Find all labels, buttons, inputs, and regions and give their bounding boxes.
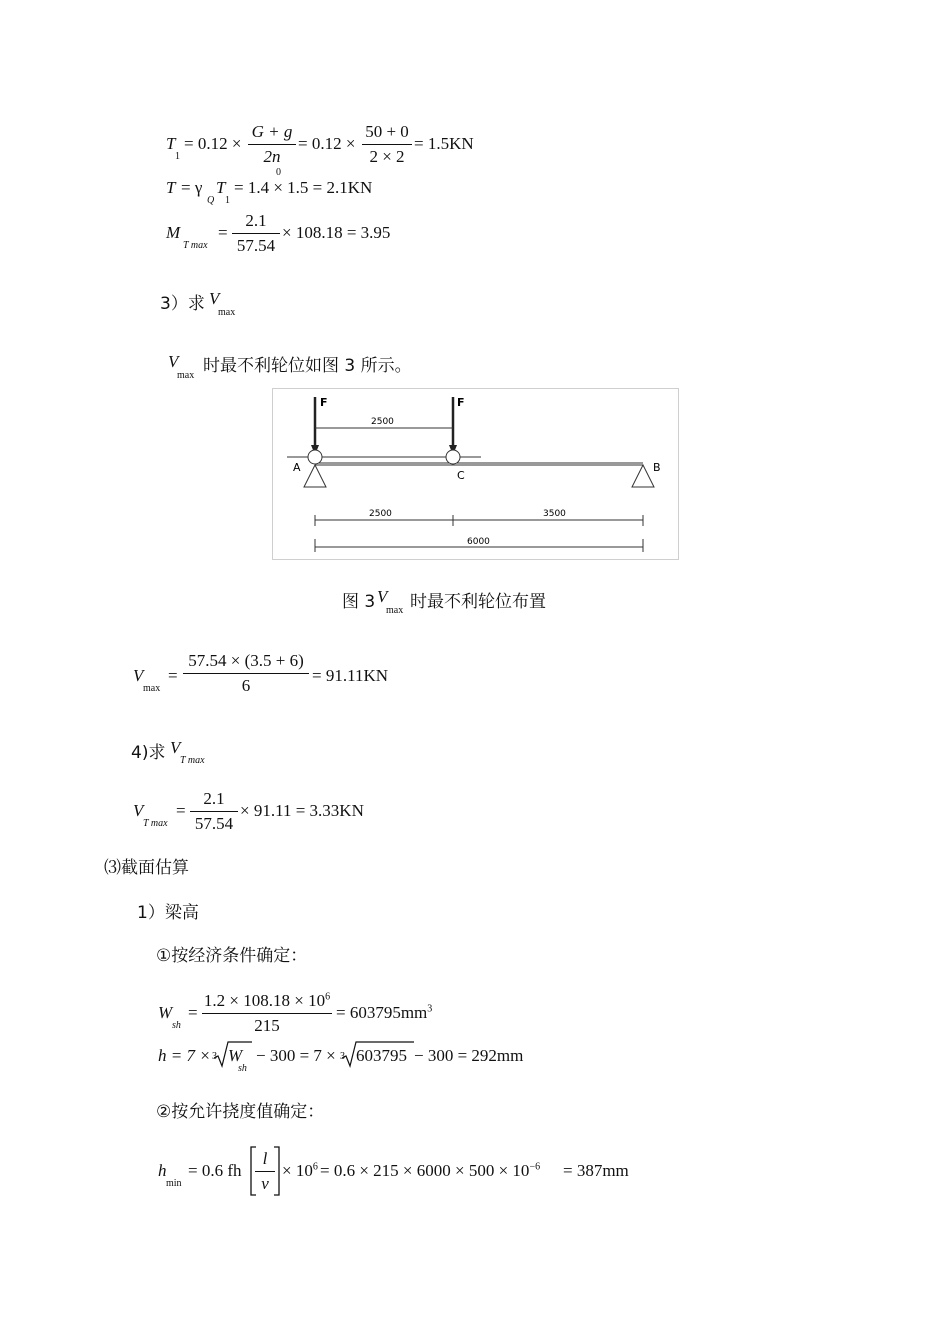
vmax-result: = 91.11KN bbox=[312, 666, 389, 685]
vt-frac-num: 2.1 bbox=[203, 789, 225, 808]
dim-total-label: 6000 bbox=[467, 537, 490, 547]
vt-result: × 91.11 = 3.33KN bbox=[240, 801, 364, 820]
h-result: − 300 = 292mm bbox=[414, 1046, 524, 1065]
t1-frac1 bbox=[248, 122, 296, 167]
vmax-note-var: V bbox=[168, 352, 179, 371]
t-lhs: T bbox=[166, 178, 176, 197]
circle-2-heading: ②按允许挠度值确定： bbox=[156, 1102, 325, 1122]
h-root1-sub: sh bbox=[238, 1063, 247, 1074]
h-root1-index: 3 bbox=[212, 1051, 217, 1062]
vmax-lhs: V bbox=[133, 666, 144, 685]
caption-text: 时最不利轮位布置 bbox=[410, 592, 546, 612]
t1-frac1-bar bbox=[248, 144, 296, 145]
load-label-1: F bbox=[320, 396, 328, 409]
caption-var-sub: max bbox=[386, 605, 404, 616]
t-gamma: = γ bbox=[181, 178, 203, 197]
wsh-frac bbox=[202, 991, 332, 1036]
wsh-frac-bar bbox=[202, 1013, 332, 1014]
h-lhs: h = 7 × bbox=[158, 1046, 211, 1065]
t1-lhs: T bbox=[166, 134, 176, 153]
h-root2-index: 3 bbox=[340, 1051, 345, 1062]
hmin-frac-den: v bbox=[261, 1174, 269, 1193]
mt-lhs: M bbox=[166, 223, 181, 242]
step-3-var: V bbox=[209, 289, 220, 308]
mt-result: × 108.18 = 3.95 bbox=[282, 223, 391, 242]
t1-frac1-den: 2n bbox=[263, 147, 281, 166]
t1-frac2-den: 2 × 2 bbox=[369, 147, 405, 166]
dim-ac-label: 2500 bbox=[369, 509, 392, 519]
hmin-lhs: h bbox=[158, 1161, 167, 1180]
t1-eq2: = 0.12 × bbox=[298, 134, 356, 153]
step-4-var: V bbox=[170, 738, 181, 757]
section-3-heading: ⑶截面估算 bbox=[104, 858, 189, 878]
figure-3 bbox=[272, 388, 679, 560]
t-t: T bbox=[216, 178, 226, 197]
top-dim-label: 2500 bbox=[371, 417, 394, 427]
point-b-label: B bbox=[653, 461, 661, 474]
beam-diagram bbox=[273, 389, 678, 559]
load-label-2: F bbox=[457, 396, 465, 409]
vt-eq: = bbox=[176, 801, 186, 820]
hmin-frac bbox=[255, 1149, 275, 1194]
h-root2: 603795 bbox=[356, 1046, 407, 1065]
step-4-var-sub: T max bbox=[180, 755, 205, 766]
caption-prefix: 图 3 bbox=[342, 592, 376, 612]
hmin-eq: = 0.6 fh bbox=[188, 1161, 242, 1180]
mt-frac-bar bbox=[232, 233, 280, 234]
support-b bbox=[632, 465, 654, 487]
mt-frac-den: 57.54 bbox=[236, 236, 276, 255]
step-3-var-sub: max bbox=[218, 307, 236, 318]
vmax-frac-bar bbox=[183, 673, 309, 674]
h-mid: − 300 = 7 × bbox=[256, 1046, 336, 1065]
vmax-frac-den: 6 bbox=[241, 676, 251, 695]
vt-lhs: V bbox=[133, 801, 144, 820]
wsh-frac-num: $1.2 \times 108.18 \times 10^6$ bbox=[203, 991, 331, 1010]
wsh-lhs: W bbox=[158, 1003, 173, 1022]
step-3-label: 3）求 bbox=[160, 294, 205, 314]
vmax-eq: = bbox=[168, 666, 178, 685]
vmax-frac-num: 57.54 × (3.5 + 6) bbox=[188, 651, 304, 670]
hmin-frac-num: l bbox=[262, 1149, 268, 1168]
t1-frac2 bbox=[362, 122, 412, 167]
h-root1: W bbox=[228, 1046, 243, 1065]
circle-1-heading: ①按经济条件确定： bbox=[156, 946, 308, 966]
t-t-sub: 1 bbox=[225, 195, 230, 206]
vmax-note-text: 时最不利轮位如图 3 所示。 bbox=[203, 356, 412, 376]
vt-frac-bar bbox=[190, 811, 238, 812]
point-a-label: A bbox=[293, 461, 301, 474]
mt-frac-num: 2.1 bbox=[245, 211, 267, 230]
vmax-frac bbox=[183, 651, 309, 696]
vt-frac bbox=[190, 789, 238, 834]
hmin-frac-bar bbox=[255, 1171, 275, 1172]
dim-cb-label: 3500 bbox=[543, 509, 566, 519]
mt-eq: = bbox=[218, 223, 228, 242]
hmin-lhs-sub: min bbox=[166, 1178, 182, 1189]
wheel-2 bbox=[446, 450, 460, 464]
t1-frac2-num: 50 + 0 bbox=[365, 122, 409, 141]
mt-lhs-sub: T max bbox=[183, 240, 208, 251]
t1-eq1: = 0.12 × bbox=[184, 134, 242, 153]
wsh-eq: = bbox=[188, 1003, 198, 1022]
vt-frac-den: 57.54 bbox=[194, 814, 234, 833]
t1-frac1-num: G + g bbox=[251, 122, 293, 141]
hmin-mid2: = $0.6 \times 215 \times 6000 \times 500 \times 10^{-6}$ bbox=[320, 1161, 541, 1180]
wsh-frac-den: 215 bbox=[254, 1016, 280, 1035]
wheel-1 bbox=[308, 450, 322, 464]
mt-frac bbox=[232, 211, 280, 256]
t1-frac2-bar bbox=[362, 144, 412, 145]
point-c-label: C bbox=[457, 469, 465, 482]
t-gamma-sub: Q bbox=[207, 195, 215, 206]
vmax-lhs-sub: max bbox=[143, 683, 161, 694]
t-result: = 1.4 × 1.5 = 2.1KN bbox=[234, 178, 373, 197]
vmax-note-var-sub: max bbox=[177, 370, 195, 381]
hmin-result: = 387mm bbox=[563, 1161, 629, 1180]
support-a bbox=[304, 465, 326, 487]
wsh-result: = $603795mm^3$ bbox=[336, 1003, 433, 1022]
wsh-lhs-sub: sh bbox=[172, 1020, 181, 1031]
step-1-heading: 1）梁高 bbox=[137, 903, 199, 923]
step-4-label: 4)求 bbox=[131, 743, 166, 763]
hmin-mid: × $10^6$ bbox=[282, 1161, 318, 1180]
caption-var: V bbox=[377, 587, 388, 606]
t1-frac1-den-sub: 0 bbox=[276, 167, 281, 178]
vt-lhs-sub: T max bbox=[143, 818, 168, 829]
t1-result: = 1.5KN bbox=[414, 134, 474, 153]
t1-lhs-sub: 1 bbox=[175, 151, 180, 162]
